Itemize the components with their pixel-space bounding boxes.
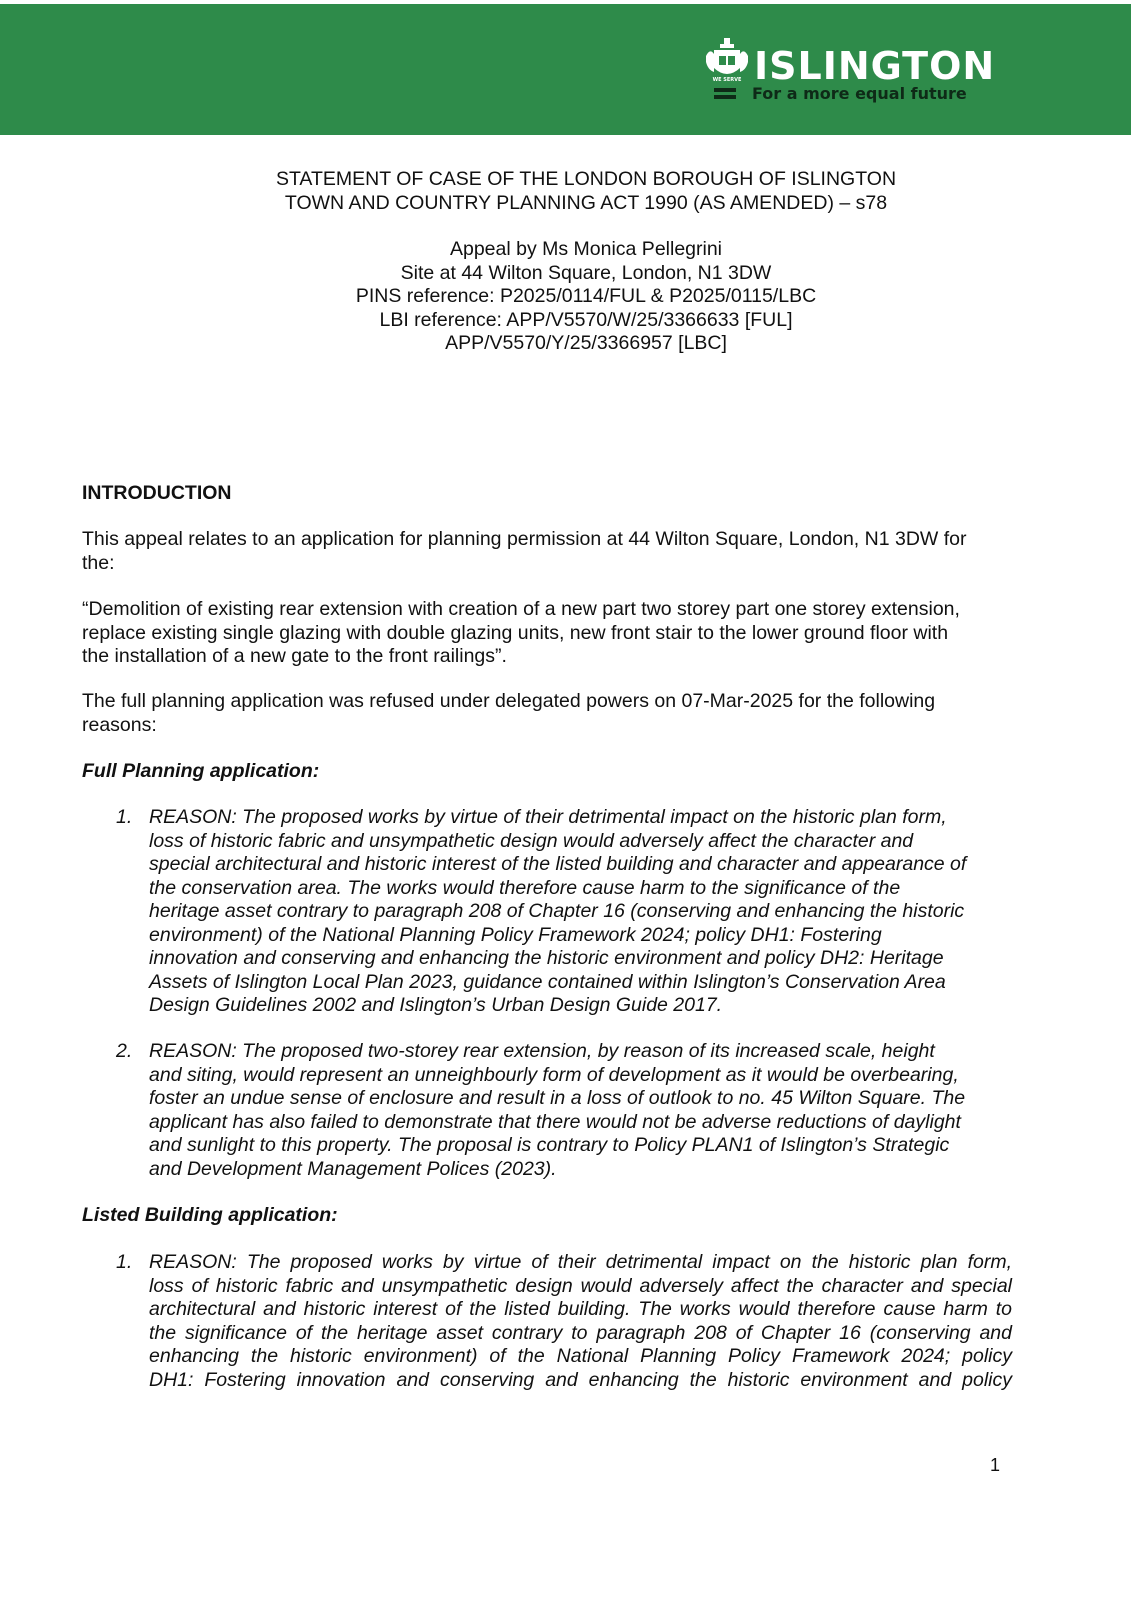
equals-icon (714, 88, 736, 100)
text-line: The full planning application was refused under delegated powers on 07-Mar-2025 for the following (82, 690, 936, 712)
title-line: TOWN AND COUNTRY PLANNING ACT 1990 (AS AMENDED) – s78 (284, 191, 888, 214)
text-line: applicant has also failed to demonstrate that there would not be adverse reductions of daylight (149, 1110, 961, 1133)
appeal-line: LBI reference: APP/V5570/W/25/3366633 [FUL] (379, 308, 793, 331)
text-line: heritage asset contrary to paragraph 208 of Chapter 16 (conserving and enhancing the historic (149, 900, 965, 922)
reason-text (149, 1040, 1012, 1181)
text-line: enhancing the historic environment) of the National Planning Policy Framework 2024; policy (149, 1345, 1012, 1367)
text-line: innovation and conserving and enhancing the historic environment and policy DH2: Heritage (149, 947, 944, 969)
islington-logo (704, 32, 1004, 112)
list-number: 1. (116, 806, 133, 828)
text-line: Assets of Islington Local Plan 2023, guidance contained within Islington’s Conservation Area (149, 970, 946, 993)
reason-text (149, 1251, 1012, 1392)
text-line: the: (82, 551, 115, 574)
page-number: 1 (990, 1455, 1001, 1475)
proposal-quote (82, 598, 1012, 669)
introduction-heading: INTRODUCTION (82, 482, 232, 504)
text-line: and Development Management Polices (2023). (149, 1157, 557, 1180)
listed-building-heading: Listed Building application: (82, 1204, 338, 1226)
text-line: the installation of a new gate to the front railings”. (82, 645, 507, 667)
text-line: environment) of the National Planning Policy Framework 2024; policy DH1: Fostering (149, 923, 882, 946)
intro-paragraph (82, 528, 1012, 575)
appeal-details (160, 238, 1012, 356)
header-banner (0, 4, 1131, 135)
document-title (160, 168, 1012, 215)
text-line: REASON: The proposed two-storey rear extension, by reason of its increased scale, height (149, 1040, 935, 1062)
appeal-line: Appeal by Ms Monica Pellegrini (449, 238, 723, 260)
logo-wordmark: ISLINGTON (754, 44, 996, 88)
text-line: special architectural and historic interest of the listed building and character and appearance of (149, 853, 967, 875)
text-line: reasons: (82, 713, 157, 736)
text-line: and siting, would represent an unneighbourly form of development as it would be overbearing, (149, 1063, 959, 1086)
list-number: 2. (116, 1040, 133, 1062)
text-line: foster an undue sense of enclosure and result in a loss of outlook to no. 45 Wilton Square. The (149, 1087, 966, 1109)
text-line: replace existing single glazing with double glazing units, new front stair to the lower ground floor with (82, 621, 949, 644)
title-line: STATEMENT OF CASE OF THE LONDON BOROUGH OF ISLINGTON (275, 168, 897, 190)
refusal-paragraph (82, 690, 1012, 737)
list-number: 1. (116, 1251, 133, 1273)
crest-motto: WE SERVE (712, 77, 742, 83)
text-line: REASON: The proposed works by virtue of their detrimental impact on the historic plan form, (149, 806, 947, 828)
text-line: Design Guidelines 2002 and Islington’s Urban Design Guide 2017. (149, 994, 723, 1016)
text-line: loss of historic fabric and unsympathetic design would adversely affect the character and (149, 829, 914, 852)
text-line: architectural and historic interest of the listed building. The works would therefore cause harm to (149, 1298, 1012, 1320)
text-line: This appeal relates to an application for planning permission at 44 Wilton Square, London, N1 3DW for (82, 528, 967, 550)
text-line: REASON: The proposed works by virtue of their detrimental impact on the historic plan form, (149, 1251, 1012, 1273)
appeal-line: PINS reference: P2025/0114/FUL & P2025/0115/LBC (355, 285, 817, 307)
text-line: DH1: Fostering innovation and conserving and enhancing the historic environment and policy (149, 1368, 1012, 1391)
appeal-line: APP/V5570/Y/25/3366957 [LBC] (445, 332, 727, 354)
logo-tagline: For a more equal future (752, 84, 967, 103)
reason-text (149, 806, 1012, 1018)
text-line: “Demolition of existing rear extension with creation of a new part two storey part one storey extension, (82, 598, 960, 620)
text-line: the significance of the heritage asset contrary to paragraph 208 of Chapter 16 (conserving and (149, 1321, 1012, 1344)
list-item (116, 806, 1012, 1018)
full-planning-heading: Full Planning application: (82, 760, 320, 782)
text-line: and sunlight to this property. The proposal is contrary to Policy PLAN1 of Islington’s Strategic (149, 1134, 950, 1156)
list-item (116, 1040, 1012, 1181)
list-item (116, 1251, 1012, 1392)
text-line: the conservation area. The works would therefore cause harm to the significance of the (149, 876, 901, 899)
text-line: loss of historic fabric and unsympathetic design would adversely affect the character and special (149, 1274, 1012, 1297)
appeal-line: Site at 44 Wilton Square, London, N1 3DW (400, 261, 772, 284)
